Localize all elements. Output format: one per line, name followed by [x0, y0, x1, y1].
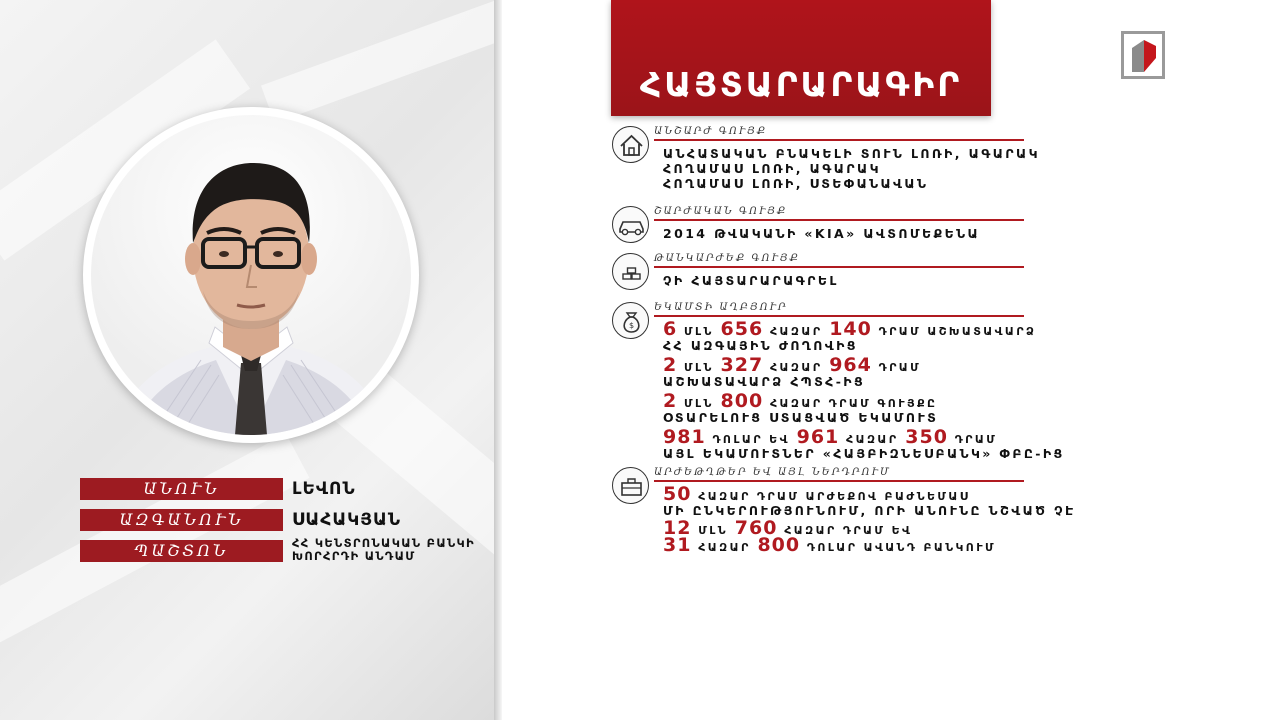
list-item: ՀՈՂԱՄԱՍ ԼՈՌԻ, ՍՏԵՓԱՆԱՎԱՆ [663, 176, 929, 191]
amount-unit: ԴՐԱՄ [878, 361, 922, 374]
amount-number: 800 [757, 534, 801, 556]
income-item [663, 390, 1065, 425]
position-label: ՊԱՇՏՈՆ [80, 540, 283, 562]
amount-number: 2 [663, 390, 678, 412]
amount-number: 964 [829, 354, 872, 376]
amount-number: 800 [720, 390, 764, 412]
section-header: ԹԱՆԿԱՐԺԵՔ ԳՈՒՅՔ [654, 253, 1024, 268]
amount-unit: ՀԱԶԱՐ ԴՐԱՄ ԵՎ [784, 524, 913, 537]
section-body [663, 483, 1076, 556]
briefcase-icon [612, 467, 649, 504]
amount-unit: ՀԱԶԱՐ [846, 433, 899, 446]
panel-divider [494, 0, 502, 720]
section-body [663, 273, 839, 288]
amount-number: 327 [720, 354, 764, 376]
surname-value: ՍԱՀԱԿՅԱՆ [292, 510, 401, 530]
amount-number: 12 [663, 517, 692, 539]
amount-unit: ԴՈԼԱՐ ԵՎ [712, 433, 790, 446]
name-value: ԼԵՎՈՆ [292, 479, 356, 499]
page-title: ՀԱՅՏԱՐԱՐԱԳԻՐ [639, 65, 963, 104]
securities-line [663, 517, 1076, 539]
amount-unit: ՄԼՆ [684, 361, 714, 374]
securities-item [663, 517, 1076, 539]
amount-number: 981 [663, 426, 706, 448]
portrait-frame [83, 107, 419, 443]
portrait-illustration [91, 115, 411, 435]
securities-item [663, 534, 1076, 556]
title-banner [611, 0, 991, 116]
amount-number: 2 [663, 354, 678, 376]
amount-number: 961 [796, 426, 840, 448]
list-item: ԱՆՀԱՏԱԿԱՆ ԲՆԱԿԵԼԻ ՏՈՒՆ ԼՈՌԻ, ԱԳԱՐԱԿ [663, 146, 1040, 161]
income-source: ԱՇԽԱՏԱՎԱՐՁ ՀՊՏՀ-ԻՑ [663, 374, 866, 389]
name-label: ԱՆՈՒՆ [80, 478, 283, 500]
amount-unit: ՀԱԶԱՐ [698, 541, 751, 554]
amount-number: 6 [663, 318, 678, 340]
securities-line [663, 534, 1076, 556]
income-item [663, 318, 1065, 353]
amount-unit: ՀԱԶԱՐ ԴՐԱՄ ԱՐԺԵՔՈՎ ԲԱԺՆԵՄԱՍ [698, 490, 971, 503]
income-item [663, 426, 1065, 461]
amount-number: 31 [663, 534, 692, 556]
car-icon [612, 206, 649, 243]
section-header: ԱՐԺԵԹՂԹԵՐ ԵՎ ԱՅԼ ՆԵՐԴՐՈՒՄ [654, 467, 1024, 482]
income-line [663, 390, 1065, 412]
amount-unit: ԴՈԼԱՐ ԱՎԱՆԴ ԲԱՆԿՈՒՄ [806, 541, 996, 554]
amount-number: 140 [829, 318, 872, 340]
section-body [663, 226, 980, 241]
amount-number: 50 [663, 483, 692, 505]
position-value-line: ՀՀ ԿԵՆՏՐՈՆԱԿԱՆ ԲԱՆԿԻ [292, 536, 475, 550]
list-item: ՀՈՂԱՄԱՍ ԼՈՌԻ, ԱԳԱՐԱԿ [663, 161, 881, 176]
income-line [663, 426, 1065, 448]
amount-number: 350 [905, 426, 948, 448]
securities-detail: ՄԻ ԸՆԿԵՐՈՒԹՅՈՒՆՈՒՄ, ՈՐԻ ԱՆՈՒՆԸ ՆՇՎԱԾ ՉԷ [663, 503, 1076, 518]
amount-number: 656 [720, 318, 764, 340]
amount-unit: ՀԱԶԱՐ [769, 325, 823, 338]
income-source: ՕՏԱՐԵԼՈՒՑ ՍՏԱՑՎԱԾ ԵԿԱՄՈՒՏ [663, 410, 939, 425]
amount-number: 760 [734, 517, 778, 539]
amount-unit: ՄԼՆ [684, 397, 714, 410]
income-source: ԱՅԼ ԵԿԱՄՈՒՏՆԵՐ «ՀԱՅԲԻԶՆԵՍԲԱՆԿ» ՓԲԸ-ԻՑ [663, 446, 1065, 461]
amount-unit: ԴՐԱՄ [954, 433, 998, 446]
channel-one-icon [1124, 34, 1162, 76]
house-icon [612, 126, 649, 163]
gold-bars-icon [612, 253, 649, 290]
background-shard [261, 0, 494, 123]
income-source: ՀՀ ԱԶԳԱՅԻՆ ԺՈՂՈՎԻՑ [663, 338, 858, 353]
amount-unit: ԴՐԱՄ ԱՇԽԱՏԱՎԱՐՁ [878, 325, 1037, 338]
securities-line [663, 483, 1076, 505]
income-line [663, 318, 1065, 340]
section-body [663, 318, 1065, 461]
money-bag-icon [612, 302, 649, 339]
amount-unit: ՄԼՆ [698, 524, 728, 537]
list-item: ՉԻ ՀԱՅՏԱՐԱՐԱԳՐԵԼ [663, 273, 839, 288]
section-header: ՇԱՐԺԱԿԱՆ ԳՈՒՅՔ [654, 206, 1024, 221]
surname-label: ԱԶԳԱՆՈՒՆ [80, 509, 283, 531]
position-value [292, 537, 475, 563]
svg-text:$: $ [628, 321, 635, 330]
portrait-photo [91, 115, 411, 435]
income-item [663, 354, 1065, 389]
channel-logo [1121, 31, 1165, 79]
list-item: 2014 ԹՎԱԿԱՆԻ «KIA» ԱՎՏՈՄԵՔԵՆԱ [663, 226, 981, 241]
section-body [663, 146, 1040, 191]
income-line [663, 354, 1065, 376]
amount-unit: ՀԱԶԱՐ [769, 361, 823, 374]
section-header: ԱՆՇԱՐԺ ԳՈՒՅՔ [654, 126, 1024, 141]
amount-unit: ՀԱԶԱՐ ԴՐԱՄ ԳՈՒՅՔԸ [769, 397, 938, 410]
section-header: ԵԿԱՄՏԻ ԱՂԲՅՈՒՐ [654, 302, 1024, 317]
amount-unit: ՄԼՆ [684, 325, 714, 338]
position-value-line: ԽՈՐՀՐԴԻ ԱՆԴԱՄ [292, 549, 416, 563]
securities-item [663, 483, 1076, 518]
